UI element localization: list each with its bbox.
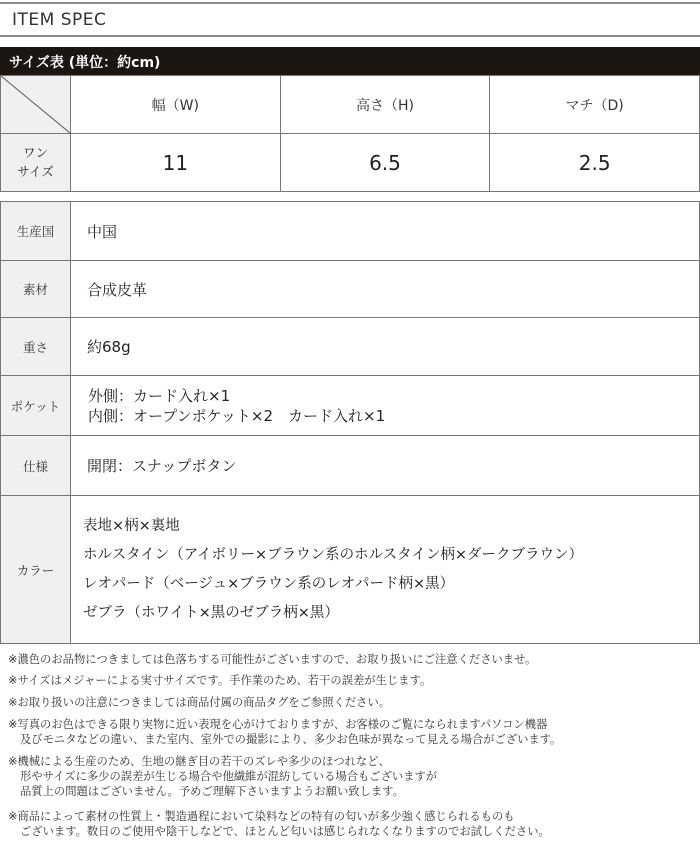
row-label-line2: サイズ [17,163,54,179]
size-table [0,75,700,192]
note-color-fading [8,652,536,667]
section-title: ITEM SPEC [12,10,107,30]
spec-table [0,201,700,644]
note-care-tag [8,695,390,710]
row-label-line1: ワン [22,144,48,160]
size-table-title-bar [0,47,700,75]
weight-label: 重さ [1,318,71,376]
color-value [71,496,700,644]
note-photo-color [8,717,561,747]
pocket-label: ポケット [1,376,71,436]
value-height: 6.5 [280,134,490,192]
spec-row-closure [1,436,700,496]
value-width: 11 [71,134,281,192]
color-option-holstein: ホルスタイン（アイボリー×ブラウン系のホルスタイン柄×ダークブラウン） [83,546,584,563]
spec-row-weight [1,318,700,376]
size-table-corner-cell [1,76,71,134]
material-value: 合成皮革 [71,261,700,318]
note-line: ※商品によって素材の性質上・製造過程において染料などの特有の匂いが多少強く感じられるものも [8,810,515,823]
note-line: 及びモニタなどの違い、また室内、室外での撮影により、多少お色味が異なって見える場合がございます。 [20,733,562,746]
column-header-depth: マチ（D) [490,76,700,134]
value-depth: 2.5 [490,134,700,192]
weight-value: 約68g [71,318,700,376]
size-table-value-row [1,134,700,192]
size-table-title: サイズ表 (単位：約cm) [9,55,161,71]
size-table-header-row [1,76,700,134]
note-line: ※機械による生産のため、生地の継ぎ目の若干のズレや多少のほつれなど、 [8,755,390,768]
color-legend: 表地×柄×裏地 [83,517,180,534]
spec-row-pocket [1,376,700,436]
note-line: ※お取り扱いの注意につきましては商品付属の商品タグをご参照ください。 [8,696,391,709]
diagonal-line [1,76,70,133]
column-header-height: 高さ（H) [280,76,490,134]
column-header-width: 幅（W) [71,76,281,134]
spec-row-color [1,496,700,644]
note-line: ※写真のお色はできる限り実物に近い表現を心がけておりますが、お客様のご覧になられますパソコン機器 [8,718,548,731]
section-header [0,4,700,37]
pocket-outer: 外側：カード入れ×1 [88,386,231,405]
spec-row-origin [1,202,700,261]
origin-label: 生産国 [1,202,71,261]
spec-row-material [1,261,700,318]
note-line: 品質上の問題はございません。予めご理解下さいますようお願い致します。 [20,785,404,798]
pocket-value [71,376,700,436]
note-line: ※サイズはメジャーによる実寸サイズです。手作業のため、若干の誤差が生じます。 [8,674,432,687]
pocket-inner: 内側：オープンポケット×2 カード入れ×1 [88,406,386,425]
note-line: ございます。数日のご使用や陰干しなどで、ほとんど匂いは感じられなくなりますのでお試しください。 [20,825,550,838]
note-measurement [8,673,431,688]
closure-label: 仕様 [1,436,71,496]
color-label: カラー [1,496,71,644]
color-option-zebra: ゼブラ（ホワイト×黒のゼブラ柄×黒） [83,604,339,621]
color-option-leopard: レオパード（ベージュ×ブラウン系のレオパード柄×黒） [83,575,455,592]
row-label-one-size [1,134,71,192]
note-line: 形やサイズに多少の誤差が生じる場合や他繊維が混紡している場合もございますが [20,770,438,783]
note-machine-production [8,754,437,799]
closure-value: 開閉：スナップボタン [71,436,700,496]
material-label: 素材 [1,261,71,318]
origin-value: 中国 [71,202,700,261]
note-line: ※濃色のお品物につきましては色落ちする可能性がございますので、お取り扱いにご注意くださいませ。 [8,653,537,666]
note-odor [8,809,550,839]
